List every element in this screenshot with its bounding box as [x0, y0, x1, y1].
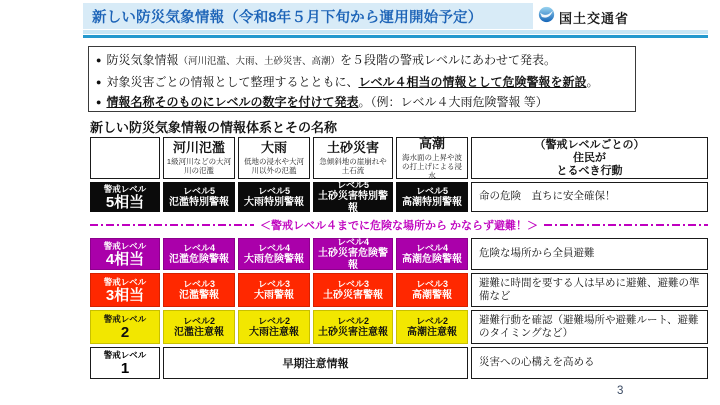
level-label-2: 警戒レベル 2: [90, 310, 160, 344]
bullet-icon: ●: [96, 55, 102, 65]
table-cell-l3-surge: レベル3 高潮警報: [396, 273, 468, 307]
action-cell-l1: 災害への心構えを高める: [471, 347, 708, 379]
mlit-logo-icon: [538, 6, 555, 28]
dash-line-left: [90, 224, 254, 226]
bullet-text: 対象災害ごとの情報として整理するとともに、レベル４相当の情報として危険警報を新設。: [106, 75, 599, 89]
table-cell-l2-rain: レベル2 大雨注意報: [238, 310, 310, 344]
table-cell-l2-river: レベル2 氾濫注意報: [163, 310, 235, 344]
agency-name: 国土交通省: [559, 10, 630, 26]
table-cell-l5-landslide: レベル5 土砂災害特別警報: [313, 182, 393, 212]
key-points-box: [88, 46, 636, 112]
column-header-resident-action: （警戒レベルごとの） 住民が とるべき行動: [471, 137, 708, 179]
column-header-heavy-rain: 大雨 低地の浸水や大河川以外の氾濫: [238, 137, 310, 179]
warning-level-table: [90, 137, 708, 379]
table-cell-l4-landslide: レベル4 土砂災害危険警報: [313, 238, 393, 270]
dash-line-right: [544, 224, 708, 226]
column-header-storm-surge: 高潮 海水面の上昇や波の打上げによる浸水: [396, 137, 468, 179]
early-warning-info-cell: 早期注意情報: [163, 347, 468, 379]
table-cell-l4-surge: レベル4 高潮危険警報: [396, 238, 468, 270]
evacuation-note-row: [90, 215, 708, 235]
bullet-text: 防災気象情報（河川氾濫、大雨、土砂災害、高潮）を５段階の警戒レベルにあわせて発表。: [106, 53, 556, 67]
table-cell-l5-river: レベル5 氾濫特別警報: [163, 182, 235, 212]
bullet-item-3: [96, 92, 628, 112]
title-bar: [83, 3, 533, 29]
level-label-3: 警戒レベル 3相当: [90, 273, 160, 307]
table-cell-l4-rain: レベル4 大雨危険警報: [238, 238, 310, 270]
table-corner-cell: [90, 137, 160, 179]
action-cell-l4: 危険な場所から全員避難: [471, 238, 708, 270]
header-divider: [83, 30, 708, 38]
level-label-1: 警戒レベル 1: [90, 347, 160, 379]
bullet-icon: ●: [96, 77, 102, 87]
level-label-4: 警戒レベル 4相当: [90, 238, 160, 270]
table-cell-l3-rain: レベル3 大雨警報: [238, 273, 310, 307]
evacuation-note-text: ＜警戒レベル４までに危険な場所から かならず避難！＞: [259, 220, 539, 232]
action-cell-l3: 避難に時間を要する人は早めに避難、避難の準備など: [471, 273, 708, 307]
action-cell-l2: 避難行動を確認（避難場所や避難ルート、避難のタイミングなど）: [471, 310, 708, 344]
bullet-item-1: [96, 50, 628, 72]
table-cell-l3-river: レベル3 氾濫警報: [163, 273, 235, 307]
table-cell-l5-surge: レベル5 高潮特別警報: [396, 182, 468, 212]
table-cell-l2-landslide: レベル2 土砂災害注意報: [313, 310, 393, 344]
mlit-logo: [538, 6, 629, 28]
section-title: 新しい防災気象情報の情報体系とその名称: [90, 120, 338, 135]
bullet-text: 情報名称そのものにレベルの数字を付けて発表。（例：レベル４大雨危険警報 等）: [106, 95, 548, 109]
bullet-item-2: [96, 72, 628, 92]
bullet-icon: ●: [96, 97, 102, 107]
table-cell-l3-landslide: レベル3 土砂災害警報: [313, 273, 393, 307]
action-cell-l5: 命の危険 直ちに安全確保！: [471, 182, 708, 212]
table-cell-l4-river: レベル4 氾濫危険警報: [163, 238, 235, 270]
column-header-river-flood: 河川氾濫 1級河川などの大河川の氾濫: [163, 137, 235, 179]
page-number: 3: [617, 385, 624, 397]
table-cell-l2-surge: レベル2 高潮注意報: [396, 310, 468, 344]
page-title: 新しい防災気象情報（令和8年５月下旬から運用開始予定）: [92, 9, 483, 26]
column-header-landslide: 土砂災害 急傾斜地の崖崩れや土石流: [313, 137, 393, 179]
level-label-5: 警戒レベル 5相当: [90, 182, 160, 212]
table-cell-l5-rain: レベル5 大雨特別警報: [238, 182, 310, 212]
